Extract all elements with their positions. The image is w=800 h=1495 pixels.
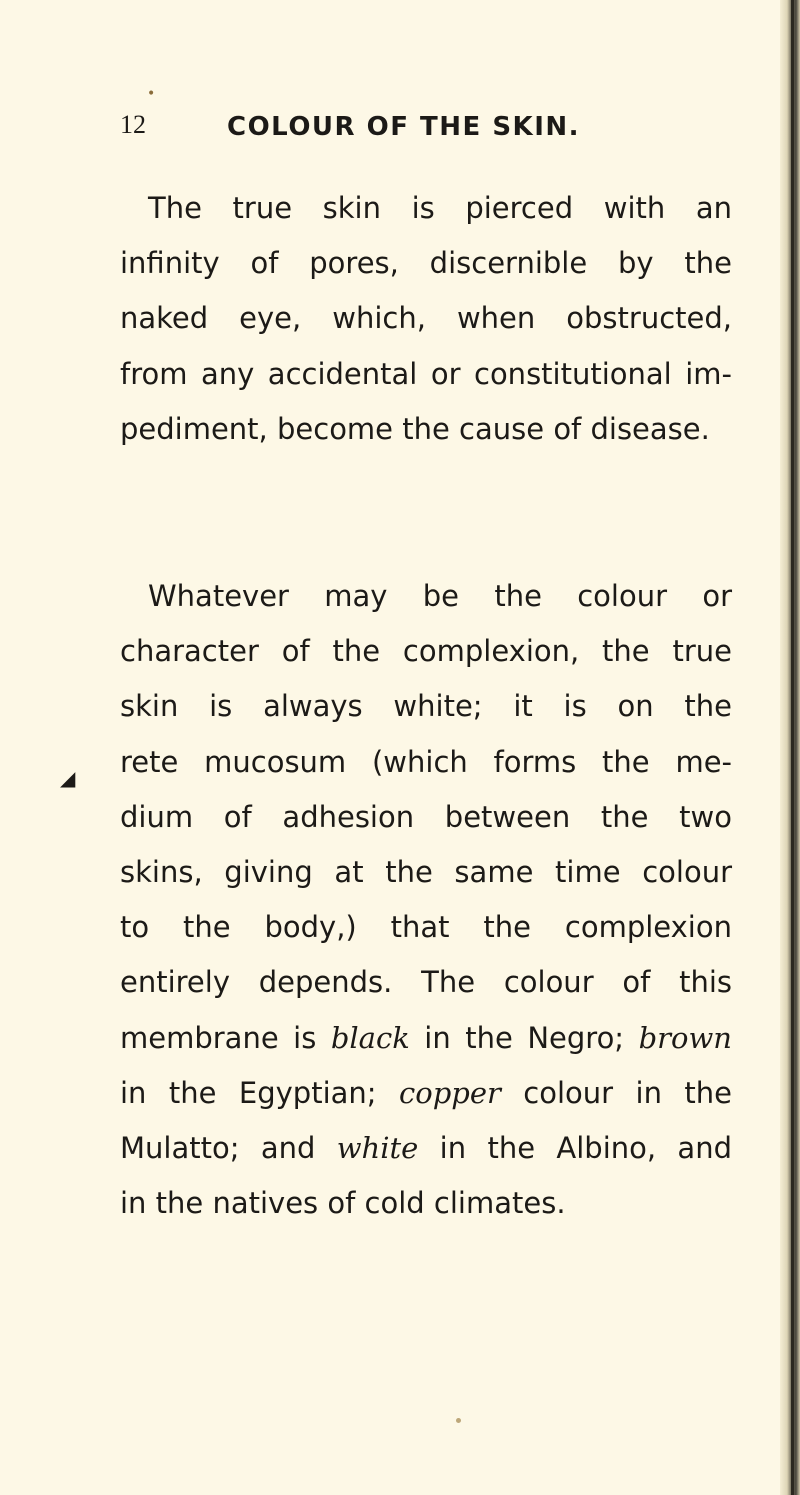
- paragraph-1: [120, 181, 732, 457]
- paragraph-2-line: to the body,) that the complexion: [120, 910, 732, 945]
- text-run: in the Egyptian;: [120, 1075, 399, 1110]
- margin-mark: ◢: [60, 766, 76, 790]
- paragraph-2: [120, 569, 732, 1231]
- text-run: colour in the: [500, 1075, 732, 1110]
- paragraph-2-line: rete mucosum (which forms the me-: [120, 744, 732, 779]
- page-edge-line: [791, 0, 794, 1495]
- text-run: Mulatto; and: [120, 1131, 337, 1166]
- running-head: COLOUR OF THE SKIN.: [227, 112, 581, 142]
- paragraph-2-line: skin is always white; it is on the: [120, 689, 732, 724]
- text-run: in the Negro;: [409, 1020, 639, 1055]
- paragraph-2-line: [120, 1011, 732, 1066]
- italic-word-white: white: [336, 1131, 419, 1166]
- paragraph-2-line: [120, 1121, 732, 1176]
- italic-word-copper: copper: [399, 1075, 501, 1110]
- paragraph-2-line: [120, 1066, 732, 1121]
- paragraph-2-line: in the natives of cold climates.: [120, 1186, 566, 1221]
- italic-word-black: black: [330, 1020, 410, 1055]
- ink-speck: •: [147, 86, 156, 102]
- page-edge-shadow: [780, 0, 800, 1495]
- paragraph-1-line: The true skin is pierced with an: [148, 191, 732, 225]
- paragraph-1-line: infinity of pores, discernible by the: [120, 246, 732, 281]
- paragraph-1-line: from any accidental or constitutional im-: [120, 356, 732, 391]
- paragraph-1-line: naked eye, which, when obstructed,: [120, 301, 732, 336]
- page-number: 12: [120, 110, 146, 139]
- text-run: membrane is: [120, 1020, 331, 1055]
- paragraph-2-line: character of the complexion, the true: [120, 634, 732, 669]
- paragraph-2-line: dium of adhesion between the two: [120, 799, 732, 834]
- paragraph-2-line: Whatever may be the colour or: [148, 579, 732, 613]
- paragraph-2-line: skins, giving at the same time colour: [120, 855, 732, 890]
- text-run: in the Albino, and: [418, 1131, 732, 1166]
- paragraph-2-line: entirely depends. The colour of this: [120, 965, 732, 1000]
- paper-speck: [456, 1418, 461, 1423]
- italic-word-brown: brown: [638, 1020, 732, 1055]
- paragraph-1-line: pediment, become the cause of disease.: [120, 411, 710, 446]
